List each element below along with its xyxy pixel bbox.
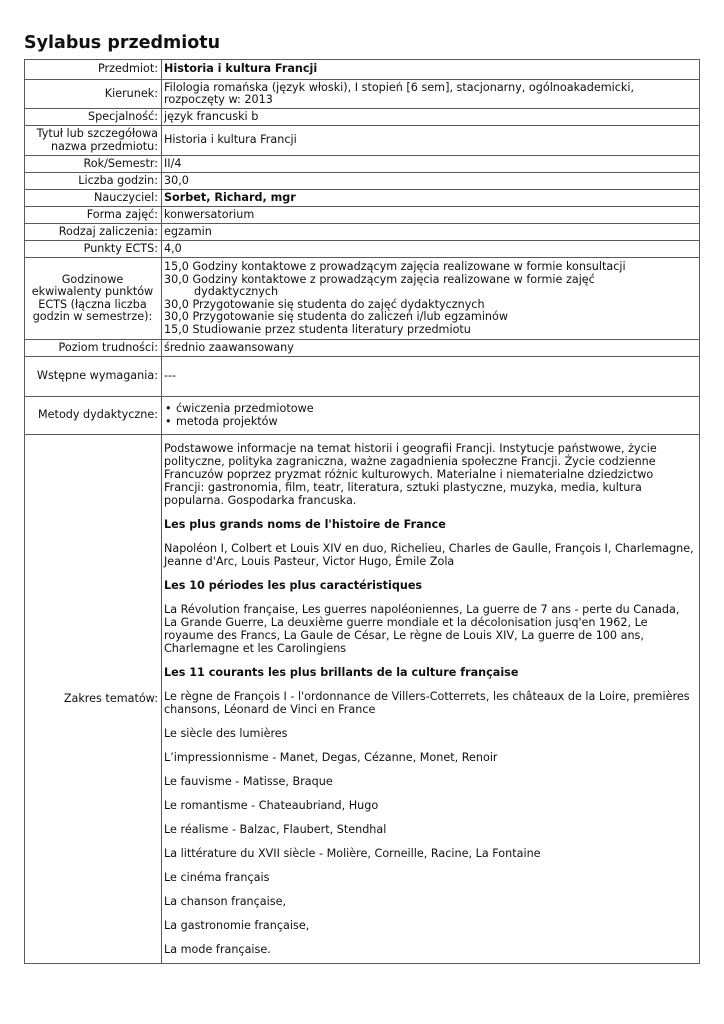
topic-item: La mode française. bbox=[164, 943, 271, 956]
label-forma: Forma zajęć: bbox=[25, 207, 162, 224]
row-zaliczenie bbox=[25, 224, 700, 241]
row-specjalnosc bbox=[25, 109, 700, 126]
topic-item: L’impressionnisme - Manet, Degas, Cézanne, Monet, Renoir bbox=[164, 751, 498, 764]
topic-item: La chanson française, bbox=[164, 895, 287, 908]
label-ekwiwalenty: Godzinowe ekwiwalenty punktów ECTS (łączna liczba godzin w semestrze): bbox=[25, 258, 162, 340]
value-ekwiwalenty bbox=[162, 258, 700, 340]
hours-line: 30,0 Przygotowanie się studenta do zaliczeń i/lub egzaminów bbox=[164, 310, 509, 323]
label-tytul: Tytuł lub szczegółowa nazwa przedmiotu: bbox=[25, 126, 162, 156]
topics-intro: Podstawowe informacje na temat historii i geografii Francji. Instytucje państwowe, życie polityczne, polityka zagraniczna, ważne zagadnienia społeczne Francji. Życie codzienne Francuzów poprzez pryzmat różnic kulturowych. Materialne i niematerialne dziedzictwo Francji: gastronomia, film, teatr, literatura, sztuki plastyczne, muzyka, media, kultura popularna. Gospodarka francuska. bbox=[164, 442, 657, 507]
topics-paragraph: Napoléon I, Colbert et Louis XIV en duo, Richelieu, Charles de Gaulle, François I, Charlemagne, Jeanne d'Arc, Louis Pasteur, Victor Hugo, Émile Zola bbox=[164, 542, 694, 568]
topic-item: Le romantisme - Chateaubriand, Hugo bbox=[164, 799, 379, 812]
label-nauczyciel: Nauczyciel: bbox=[25, 190, 162, 207]
label-zaliczenie: Rodzaj zaliczenia: bbox=[25, 224, 162, 241]
value-poziom: średnio zaawansowany bbox=[162, 340, 700, 357]
row-godziny bbox=[25, 173, 700, 190]
topics-heading: Les plus grands noms de l'histoire de France bbox=[164, 518, 446, 531]
topics-heading: Les 10 périodes les plus caractéristiques bbox=[164, 579, 423, 592]
value-specjalnosc: język francuski b bbox=[162, 109, 700, 126]
list-item: • ćwiczenia przedmiotowe bbox=[164, 403, 696, 416]
row-rok bbox=[25, 156, 700, 173]
label-wymagania: Wstępne wymagania: bbox=[25, 357, 162, 397]
topic-item: Le réalisme - Balzac, Flaubert, Stendhal bbox=[164, 823, 387, 836]
row-forma bbox=[25, 207, 700, 224]
syllabus-table bbox=[24, 59, 700, 964]
topics-paragraph: La Révolution française, Les guerres napoléoniennes, La guerre de 7 ans - perte du Canada, La Grande Guerre, La deuxième guerre mondiale et la décolonisation jusq'en 1962, Le royaume des Francs, La Gaule de César, Le règne de Louis XIV, La guerre de 100 ans, Charlemagne et les Carolingiens bbox=[164, 603, 680, 655]
row-kierunek bbox=[25, 80, 700, 109]
label-metody: Metody dydaktyczne: bbox=[25, 397, 162, 435]
label-ects: Punkty ECTS: bbox=[25, 241, 162, 258]
label-kierunek: Kierunek: bbox=[25, 80, 162, 109]
value-przedmiot: Historia i kultura Francji bbox=[162, 60, 700, 80]
row-metody bbox=[25, 397, 700, 435]
label-zakres: Zakres tematów: bbox=[25, 435, 162, 964]
label-przedmiot: Przedmiot: bbox=[25, 60, 162, 80]
methods-list bbox=[164, 403, 696, 428]
topic-item: La littérature du XVII siècle - Molière, Corneille, Racine, La Fontaine bbox=[164, 847, 541, 860]
row-nauczyciel bbox=[25, 190, 700, 207]
value-wymagania: --- bbox=[162, 357, 700, 397]
label-poziom: Poziom trudności: bbox=[25, 340, 162, 357]
row-tytul bbox=[25, 126, 700, 156]
row-zakres bbox=[25, 435, 700, 964]
row-wymagania bbox=[25, 357, 700, 397]
value-rok: II/4 bbox=[162, 156, 700, 173]
row-przedmiot bbox=[25, 60, 700, 80]
value-metody bbox=[162, 397, 700, 435]
topic-item: Le règne de François I - l'ordonnance de Villers-Cotterrets, les châteaux de la Loire, premières chansons, Léonard de Vinci en France bbox=[164, 690, 690, 716]
value-ects: 4,0 bbox=[162, 241, 700, 258]
hours-line: 30,0 Przygotowanie się studenta do zajęć dydaktycznych bbox=[164, 297, 485, 311]
label-specjalnosc: Specjalność: bbox=[25, 109, 162, 126]
label-rok: Rok/Semestr: bbox=[25, 156, 162, 173]
value-zaliczenie: egzamin bbox=[162, 224, 700, 241]
hours-line: 15,0 Studiowanie przez studenta literatury przedmiotu bbox=[164, 322, 471, 336]
row-ekwiwalenty bbox=[25, 258, 700, 340]
value-godziny: 30,0 bbox=[162, 173, 700, 190]
value-tytul: Historia i kultura Francji bbox=[162, 126, 700, 156]
topic-item: Le siècle des lumières bbox=[164, 727, 288, 740]
hours-line: dydaktycznych bbox=[194, 285, 279, 298]
label-godziny: Liczba godzin: bbox=[25, 173, 162, 190]
hours-line: 15,0 Godziny kontaktowe z prowadzącym zajęcia realizowane w formie konsultacji bbox=[164, 260, 626, 273]
list-item: • metoda projektów bbox=[164, 416, 696, 429]
topics-heading: Les 11 courants les plus brillants de la culture française bbox=[164, 666, 519, 679]
topic-item: Le cinéma français bbox=[164, 871, 270, 884]
row-poziom bbox=[25, 340, 700, 357]
value-kierunek: Filologia romańska (język włoski), I stopień [6 sem], stacjonarny, ogólnoakademicki, rozpoczęty w: 2013 bbox=[162, 80, 700, 109]
hours-line: 30,0 Godziny kontaktowe z prowadzącym zajęcia realizowane w formie zajęć bbox=[164, 272, 595, 286]
topic-item: La gastronomie française, bbox=[164, 919, 310, 932]
row-ects bbox=[25, 241, 700, 258]
value-forma: konwersatorium bbox=[162, 207, 700, 224]
topic-item: Le fauvisme - Matisse, Braque bbox=[164, 775, 333, 788]
page-title: Sylabus przedmiotu bbox=[24, 33, 221, 53]
value-nauczyciel: Sorbet, Richard, mgr bbox=[162, 190, 700, 207]
value-zakres bbox=[162, 435, 700, 964]
